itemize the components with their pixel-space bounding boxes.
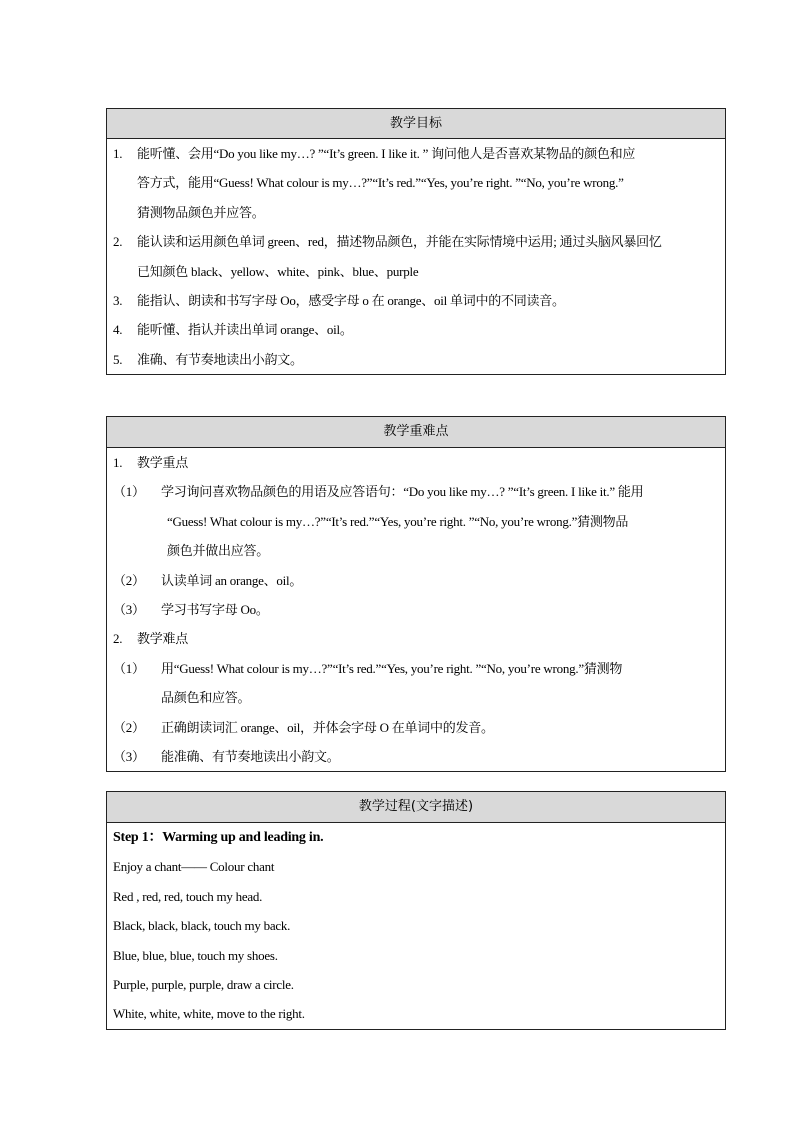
goal-number: 4. — [113, 322, 123, 338]
difficult-point-2 — [107, 713, 725, 742]
goal-text: 答方式，能用“Guess! What colour is my…?”“It’s red.”“Yes, you’re right. ”“No, you’re wrong.” — [137, 175, 624, 191]
goal-number: 3. — [113, 292, 123, 308]
difficult-point-1-cont — [107, 683, 725, 712]
goal-item-4 — [107, 315, 725, 344]
teaching-process-table — [106, 791, 726, 1030]
goal-text: 能听懂、指认并读出单词 orange、oil。 — [137, 322, 353, 338]
goal-number: 2. — [113, 234, 123, 250]
goal-text: 已知颜色 black、yellow、white、pink、blue、purple — [137, 263, 419, 279]
teaching-process-header: 教学过程(文字描述) — [107, 792, 725, 823]
point-number: （2） — [113, 719, 145, 735]
point-text: 学习书写字母 Oo。 — [161, 601, 269, 617]
point-text: 能准确、有节奏地读出小韵文。 — [161, 748, 340, 764]
point-text: 用“Guess! What colour is my…?”“It’s red.”“Yes, you’re right. ”“No, you’re wrong.”猜测物 — [161, 660, 623, 676]
step-title: Step 1：Warming up and leading in. — [113, 830, 324, 845]
point-number: （1） — [113, 484, 145, 500]
teaching-goals-header: 教学目标 — [107, 109, 725, 139]
goal-item-1-cont — [107, 168, 725, 197]
point-number: （2） — [113, 572, 145, 588]
point-text: “Guess! What colour is my…?”“It’s red.”“Yes, you’re right. ”“No, you’re wrong.”猜测物品 — [167, 513, 629, 529]
goal-item-5 — [107, 345, 725, 374]
point-text: 认读单词 an orange、oil。 — [161, 572, 303, 588]
point-number: （3） — [113, 748, 145, 764]
point-text: 品颜色和应答。 — [161, 690, 251, 706]
chant-line: Purple, purple, purple, draw a circle. — [113, 976, 294, 992]
point-number: （1） — [113, 660, 145, 676]
key-point-3 — [107, 595, 725, 624]
difficult-point-3 — [107, 742, 725, 771]
goal-number: 5. — [113, 351, 123, 367]
point-text: 正确朗读词汇 orange、oil，并体会字母 O 在单词中的发音。 — [161, 719, 494, 735]
heading-text: 教学重点 — [137, 455, 189, 470]
goal-item-1 — [107, 139, 725, 168]
heading-number: 1. — [113, 455, 123, 470]
difficult-points-heading — [107, 624, 725, 653]
chant-line: Enjoy a chant—— Colour chant — [113, 859, 275, 875]
goal-text: 准确、有节奏地读出小韵文。 — [137, 351, 303, 367]
key-point-1 — [107, 477, 725, 506]
goal-text: 猜测物品颜色并应答。 — [137, 204, 265, 220]
key-point-1-cont — [107, 507, 725, 536]
goal-text: 能指认、朗读和书写字母 Oo，感受字母 o 在 orange、oil 单词中的不同读音。 — [137, 292, 565, 308]
heading-text: 教学难点 — [137, 631, 189, 647]
goal-text: 能听懂、会用“Do you like my…? ”“It’s green. I like it. ” 询问他人是否喜欢某物品的颜色和应 — [137, 146, 636, 161]
goal-item-2-cont — [107, 257, 725, 286]
goal-item-1-cont — [107, 198, 725, 227]
goal-item-2 — [107, 227, 725, 256]
goal-text: 能认读和运用颜色单词 green、red，描述物品颜色，并能在实际情境中运用; 通过头脑风暴回忆 — [137, 234, 662, 250]
goal-number: 1. — [113, 146, 123, 161]
teaching-goals-table — [106, 108, 726, 375]
point-text: 颜色并做出应答。 — [167, 543, 270, 559]
chant-line: Black, black, black, touch my back. — [113, 918, 291, 934]
difficult-point-1 — [107, 654, 725, 683]
key-point-2 — [107, 566, 725, 595]
point-text: 学习询问喜欢物品颜色的用语及应答语句：“Do you like my…? ”“It’s green. I like it.” 能用 — [161, 484, 644, 500]
key-point-1-cont — [107, 536, 725, 565]
point-number: （3） — [113, 601, 145, 617]
goal-item-3 — [107, 286, 725, 315]
chant-line: Blue, blue, blue, touch my shoes. — [113, 947, 278, 963]
key-points-heading — [107, 448, 725, 477]
heading-number: 2. — [113, 631, 123, 647]
chant-line: Red , red, red, touch my head. — [113, 888, 263, 904]
key-points-header: 教学重难点 — [107, 417, 725, 448]
key-difficult-points-table — [106, 416, 726, 772]
chant-line: White, white, white, move to the right. — [113, 1006, 305, 1022]
